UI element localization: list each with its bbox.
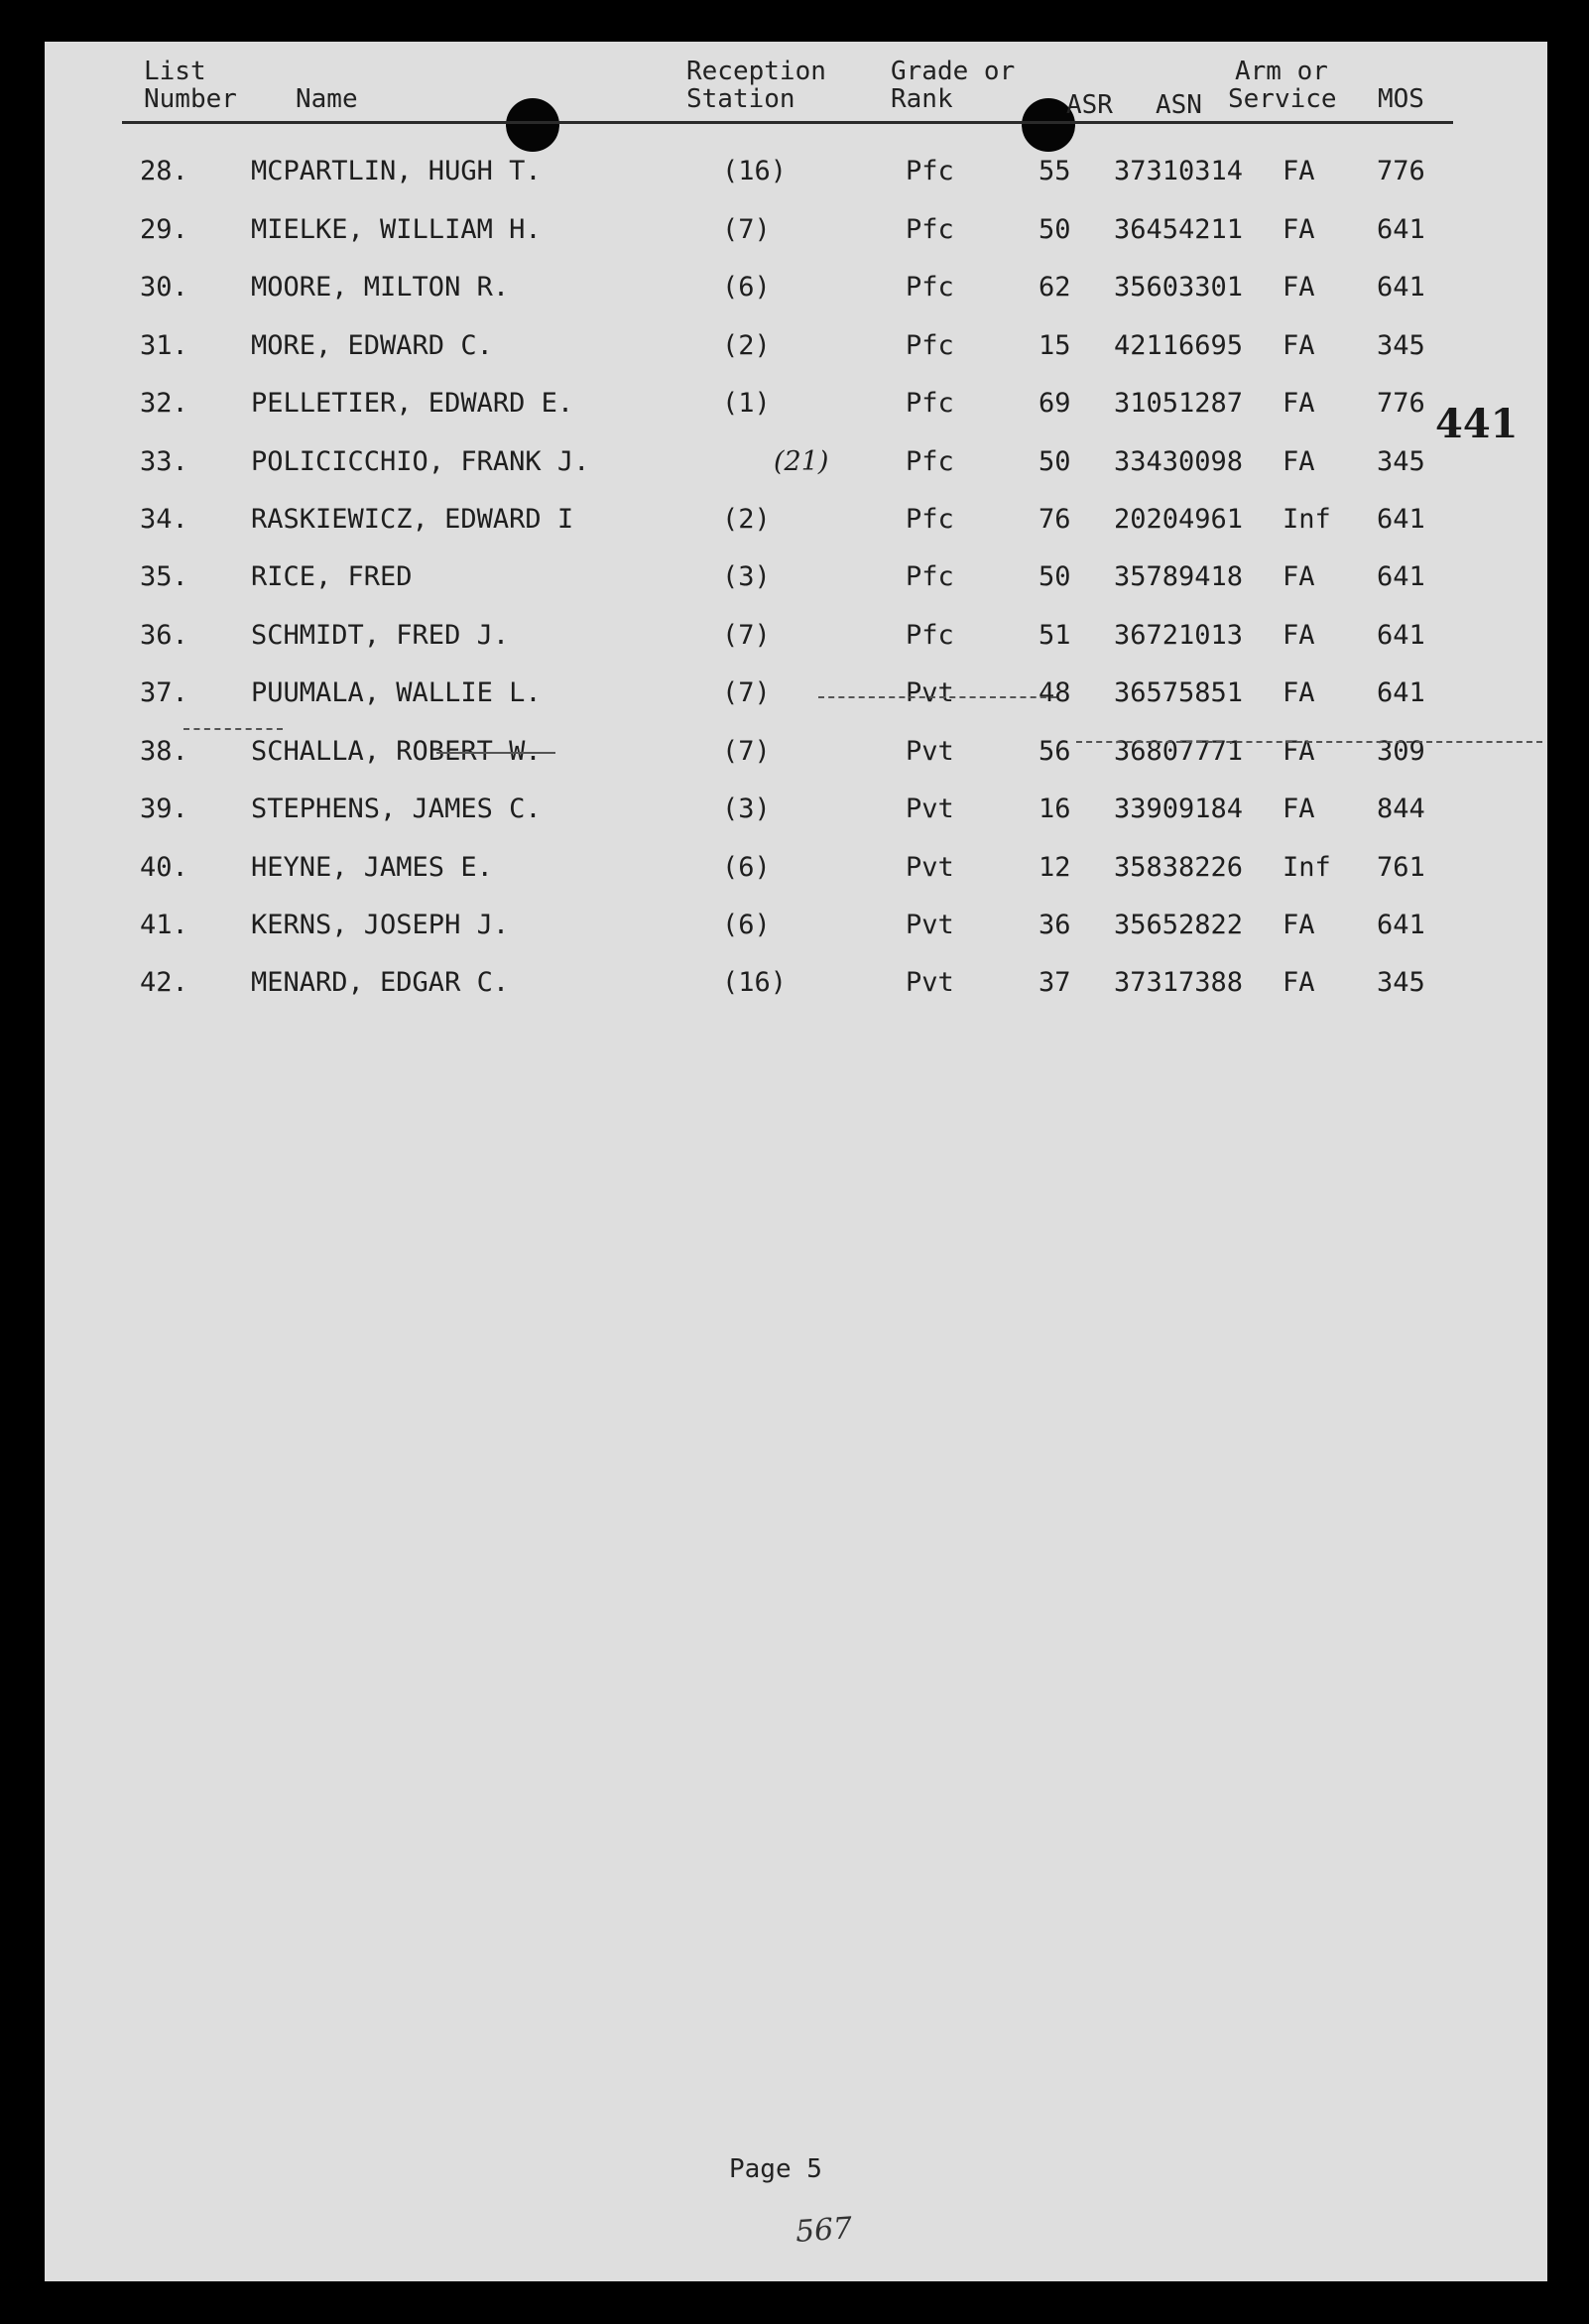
pencil-mark [818, 696, 1056, 700]
soldier-name: MORE, EDWARD C. [251, 330, 493, 361]
mos-code: 309 [1377, 736, 1425, 767]
reception-station: (3) [722, 794, 771, 824]
asn-number: 36807771 [1114, 736, 1244, 767]
header-service: Service [1228, 84, 1337, 114]
asn-number: 35652822 [1114, 910, 1244, 940]
arm-service: FA [1283, 330, 1315, 361]
mos-code: 641 [1377, 620, 1425, 651]
table-row [45, 557, 1547, 597]
grade-rank: Pfc [906, 504, 954, 535]
list-number: 33. [140, 446, 188, 477]
header-asn: ASN [1156, 90, 1202, 120]
asn-number: 42116695 [1114, 330, 1244, 361]
reception-station: (7) [722, 736, 771, 767]
mos-code: 345 [1377, 967, 1425, 998]
arm-service: FA [1283, 561, 1315, 592]
table-row [45, 152, 1547, 191]
list-number: 40. [140, 852, 188, 883]
mos-code: 776 [1377, 388, 1425, 419]
soldier-name: MIELKE, WILLIAM H. [251, 214, 542, 245]
reception-station: (16) [722, 967, 788, 998]
arm-service: FA [1283, 272, 1315, 303]
arm-service: Inf [1283, 504, 1331, 535]
pencil-mark [183, 728, 283, 732]
list-number: 41. [140, 910, 188, 940]
mos-code: 844 [1377, 794, 1425, 824]
grade-rank: Pvt [906, 677, 954, 708]
list-number: 34. [140, 504, 188, 535]
grade-rank: Pfc [906, 156, 954, 186]
mos-code: 345 [1377, 446, 1425, 477]
mos-code: 641 [1377, 272, 1425, 303]
grade-rank: Pvt [906, 852, 954, 883]
reception-station: (3) [722, 561, 771, 592]
grade-rank: Pfc [906, 388, 954, 419]
list-number: 32. [140, 388, 188, 419]
asr-score: 62 [1039, 272, 1071, 303]
list-number: 38. [140, 736, 188, 767]
soldier-name: STEPHENS, JAMES C. [251, 794, 542, 824]
grade-rank: Pfc [906, 214, 954, 245]
header-asr: ASR [1066, 90, 1113, 120]
list-number: 35. [140, 561, 188, 592]
reception-station: (7) [722, 214, 771, 245]
asr-score: 37 [1039, 967, 1071, 998]
asn-number: 36575851 [1114, 677, 1244, 708]
arm-service: FA [1283, 388, 1315, 419]
soldier-name: MOORE, MILTON R. [251, 272, 510, 303]
asr-score: 76 [1039, 504, 1071, 535]
list-number: 36. [140, 620, 188, 651]
header-number: Number [144, 84, 237, 114]
header-rank: Rank [891, 84, 953, 114]
reception-station: (7) [722, 620, 771, 651]
table-row [45, 848, 1547, 888]
reception-station: (16) [722, 156, 788, 186]
mos-code: 641 [1377, 214, 1425, 245]
arm-service: FA [1283, 214, 1315, 245]
handwritten-note: 567 [794, 2211, 854, 2250]
reception-station: (2) [722, 504, 771, 535]
soldier-name: HEYNE, JAMES E. [251, 852, 493, 883]
table-row [45, 906, 1547, 945]
arm-service: FA [1283, 794, 1315, 824]
table-row [45, 210, 1547, 250]
header-name: Name [296, 84, 358, 114]
reception-station: (2) [722, 330, 771, 361]
asn-number: 36721013 [1114, 620, 1244, 651]
asn-number: 35603301 [1114, 272, 1244, 303]
grade-rank: Pfc [906, 272, 954, 303]
reception-station: (6) [722, 272, 771, 303]
table-row [45, 963, 1547, 1003]
asn-number: 31051287 [1114, 388, 1244, 419]
margin-page-number: 441 [1435, 401, 1519, 447]
header-rule [122, 121, 1453, 124]
arm-service: FA [1283, 910, 1315, 940]
mos-code: 761 [1377, 852, 1425, 883]
header-list: List [144, 57, 206, 86]
list-number: 42. [140, 967, 188, 998]
asr-score: 16 [1039, 794, 1071, 824]
asn-number: 20204961 [1114, 504, 1244, 535]
asr-score: 50 [1039, 214, 1071, 245]
arm-service: FA [1283, 677, 1315, 708]
asn-number: 37317388 [1114, 967, 1244, 998]
soldier-name: MENARD, EDGAR C. [251, 967, 510, 998]
list-number: 29. [140, 214, 188, 245]
asr-score: 51 [1039, 620, 1071, 651]
table-row [45, 790, 1547, 829]
grade-rank: Pvt [906, 794, 954, 824]
mos-code: 641 [1377, 677, 1425, 708]
grade-rank: Pfc [906, 620, 954, 651]
grade-rank: Pfc [906, 446, 954, 477]
list-number: 31. [140, 330, 188, 361]
grade-rank: Pvt [906, 967, 954, 998]
page-label: Page 5 [729, 2154, 822, 2184]
mos-code: 345 [1377, 330, 1425, 361]
table-row [45, 442, 1547, 482]
soldier-name: PELLETIER, EDWARD E. [251, 388, 574, 419]
header-reception: Reception [686, 57, 826, 86]
reception-station: (6) [722, 852, 771, 883]
header-grade: Grade or [891, 57, 1016, 86]
list-number: 37. [140, 677, 188, 708]
soldier-name: RASKIEWICZ, EDWARD I [251, 504, 574, 535]
reception-station: (7) [722, 677, 771, 708]
asn-number: 37310314 [1114, 156, 1244, 186]
arm-service: FA [1283, 736, 1315, 767]
arm-service: FA [1283, 156, 1315, 186]
arm-service: FA [1283, 446, 1315, 477]
mos-code: 641 [1377, 910, 1425, 940]
asn-number: 33909184 [1114, 794, 1244, 824]
reception-station: (1) [722, 388, 771, 419]
asr-score: 50 [1039, 446, 1071, 477]
mos-code: 776 [1377, 156, 1425, 186]
asn-number: 35838226 [1114, 852, 1244, 883]
reception-station: (6) [722, 910, 771, 940]
document-page [45, 42, 1547, 2281]
grade-rank: Pfc [906, 561, 954, 592]
reception-station: (21) [774, 446, 829, 477]
list-number: 30. [140, 272, 188, 303]
punch-hole-left [506, 98, 559, 152]
asr-score: 69 [1039, 388, 1071, 419]
asr-score: 15 [1039, 330, 1071, 361]
arm-service: FA [1283, 967, 1315, 998]
pencil-mark [1076, 741, 1542, 745]
table-row [45, 326, 1547, 366]
list-number: 39. [140, 794, 188, 824]
grade-rank: Pvt [906, 910, 954, 940]
arm-service: FA [1283, 620, 1315, 651]
soldier-name: RICE, FRED [251, 561, 413, 592]
table-row [45, 673, 1547, 713]
asn-number: 33430098 [1114, 446, 1244, 477]
asr-score: 55 [1039, 156, 1071, 186]
strikethrough-mark [436, 752, 555, 756]
soldier-name: SCHALLA, ROBERT W. [251, 736, 542, 767]
header-station: Station [686, 84, 795, 114]
soldier-name: MCPARTLIN, HUGH T. [251, 156, 542, 186]
arm-service: Inf [1283, 852, 1331, 883]
table-row [45, 384, 1547, 424]
soldier-name: POLICICCHIO, FRANK J. [251, 446, 590, 477]
asn-number: 36454211 [1114, 214, 1244, 245]
header-arm: Arm or [1235, 57, 1328, 86]
table-row [45, 732, 1547, 772]
asr-score: 48 [1039, 677, 1071, 708]
table-row [45, 616, 1547, 656]
mos-code: 641 [1377, 561, 1425, 592]
table-row [45, 268, 1547, 307]
header-mos: MOS [1378, 84, 1424, 114]
grade-rank: Pfc [906, 330, 954, 361]
mos-code: 641 [1377, 504, 1425, 535]
soldier-name: PUUMALA, WALLIE L. [251, 677, 542, 708]
table-row [45, 500, 1547, 540]
asr-score: 12 [1039, 852, 1071, 883]
asr-score: 56 [1039, 736, 1071, 767]
soldier-name: KERNS, JOSEPH J. [251, 910, 510, 940]
list-number: 28. [140, 156, 188, 186]
asr-score: 50 [1039, 561, 1071, 592]
asn-number: 35789418 [1114, 561, 1244, 592]
grade-rank: Pvt [906, 736, 954, 767]
soldier-name: SCHMIDT, FRED J. [251, 620, 510, 651]
asr-score: 36 [1039, 910, 1071, 940]
